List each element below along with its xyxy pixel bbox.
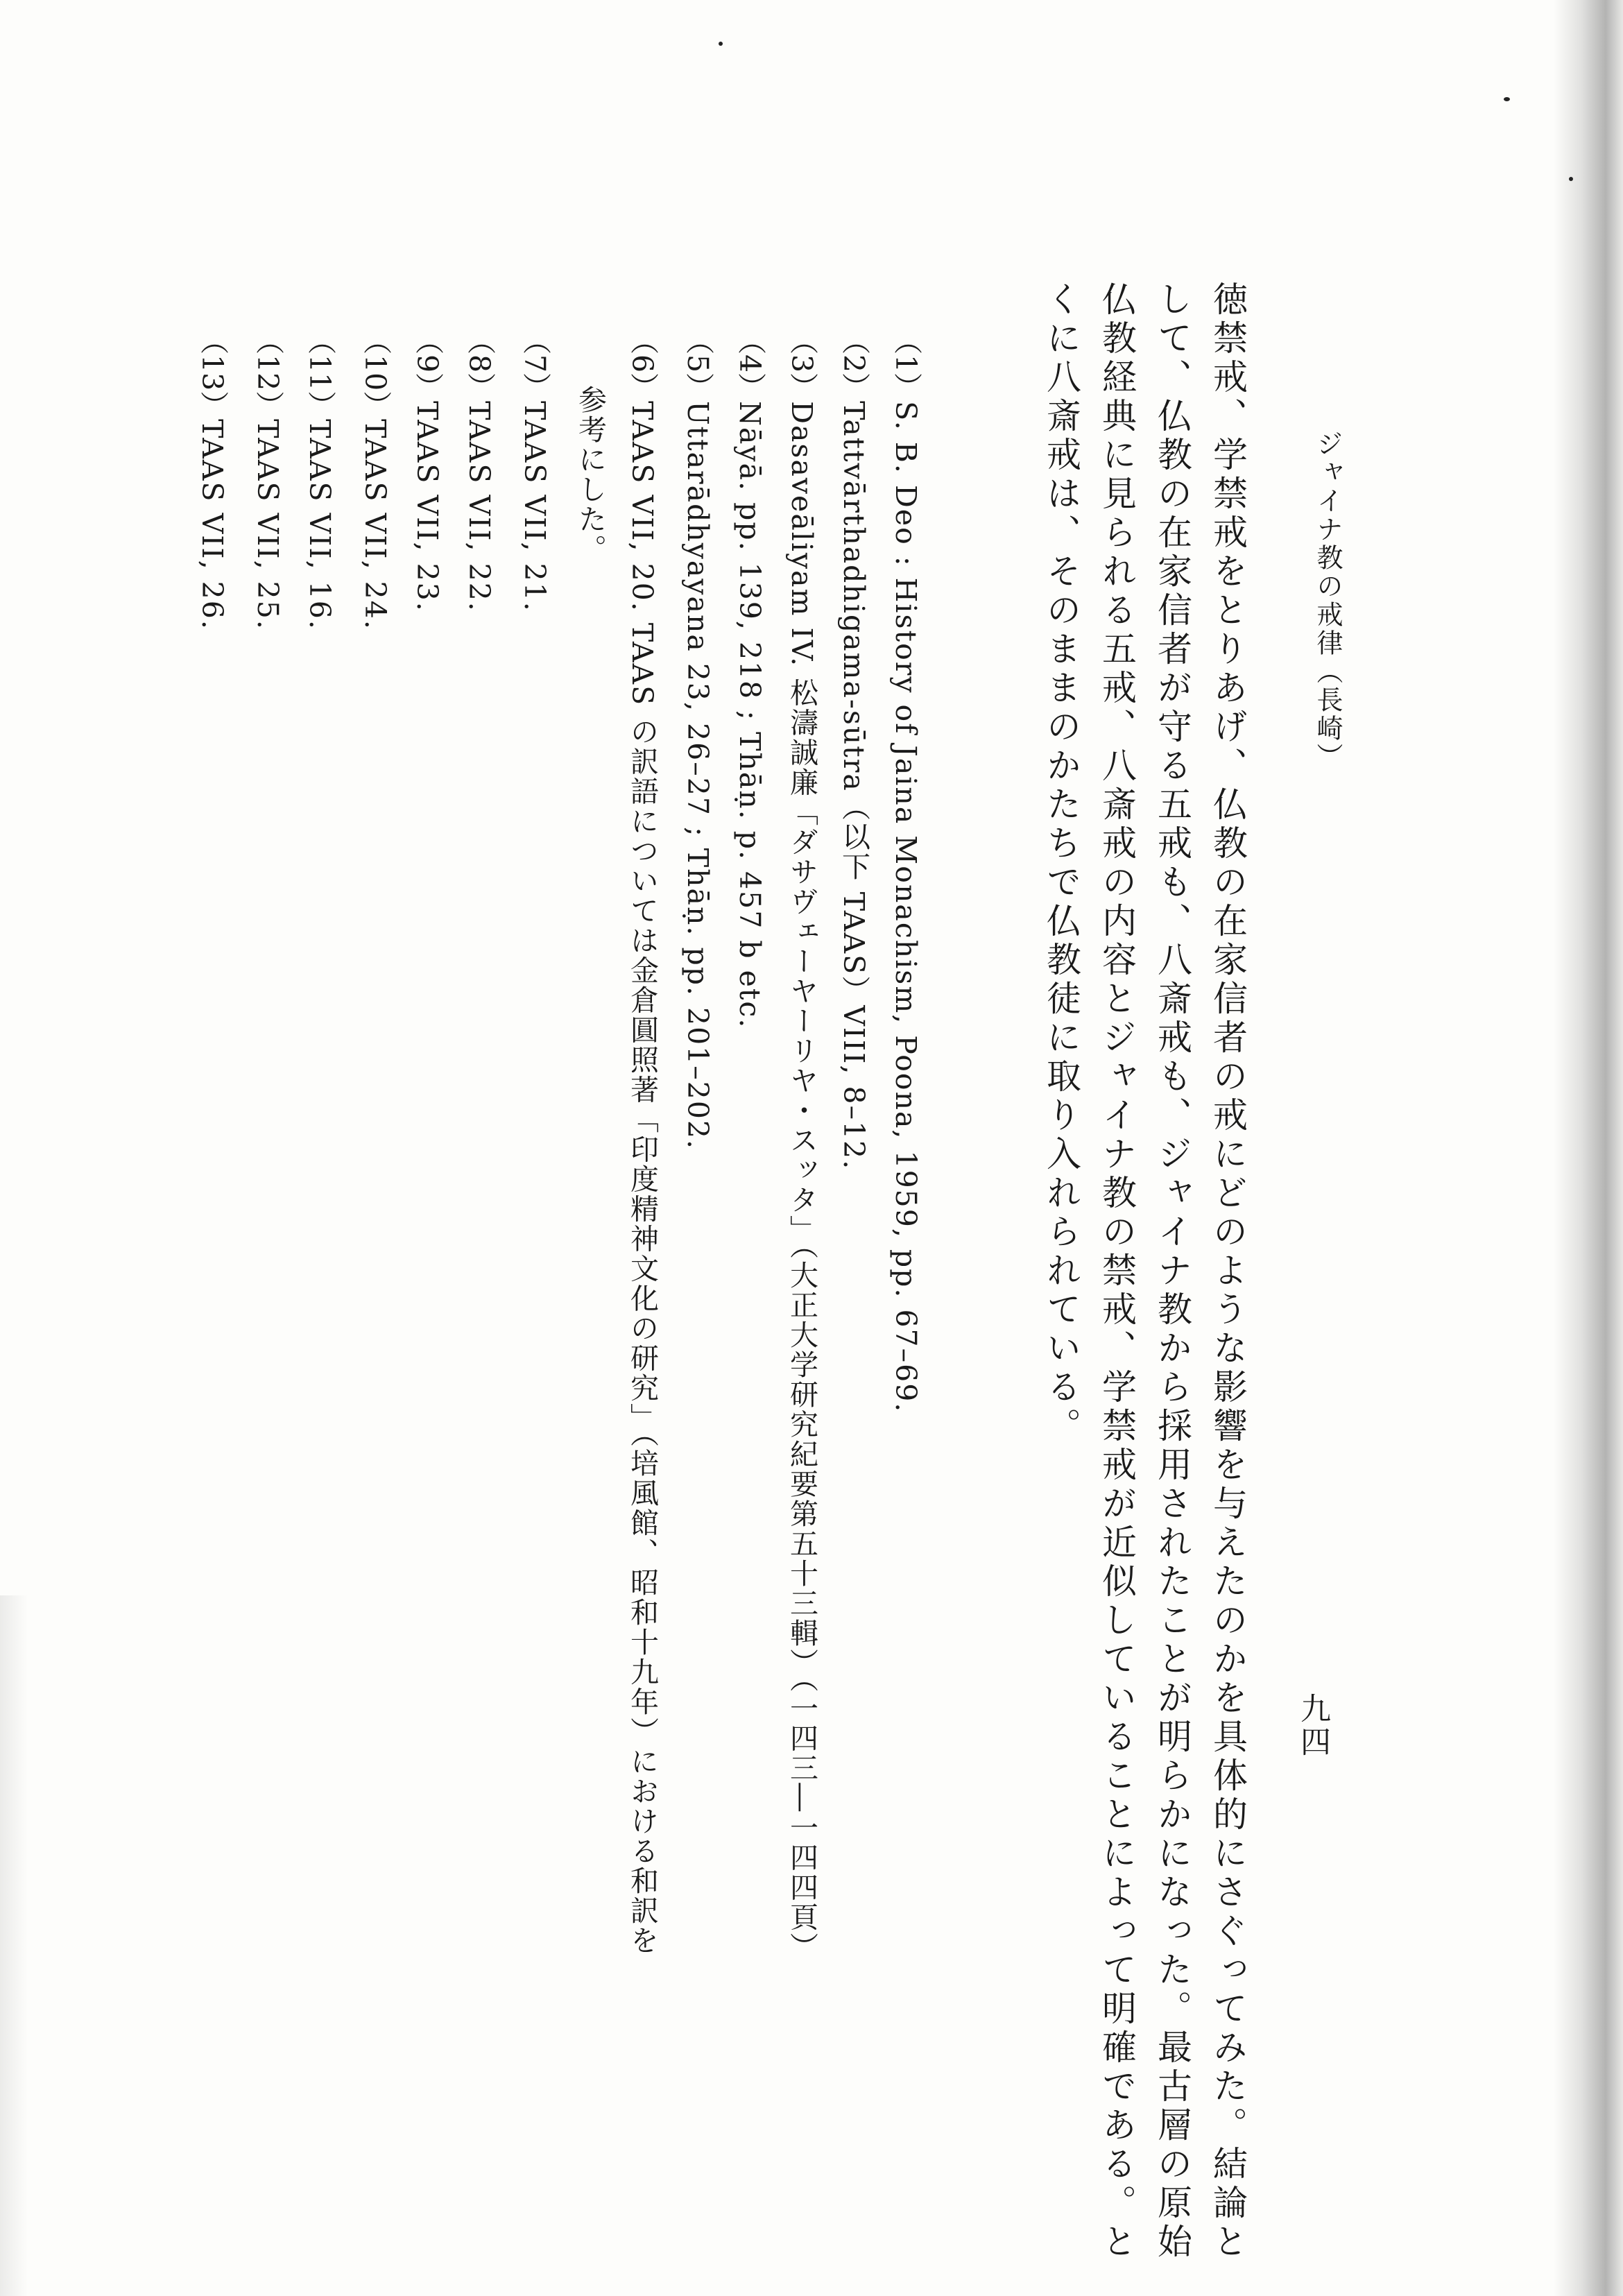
note-text: Dasaveāliyam IV. 松濤誠廉「ダサヴェーヤーリヤ・スッタ」（大正大学研究紀要第五十三輯）（一四三―一四四頁） <box>785 401 818 1962</box>
note-2 <box>839 326 868 1170</box>
scan-shadow-right <box>1554 0 1623 2296</box>
note-number: （1） <box>889 326 922 402</box>
note-text: TAAS VII, 26. <box>196 419 229 631</box>
note-number: （9） <box>411 326 444 402</box>
note-6-continuation: 参考にした。 <box>574 385 607 564</box>
note-number: （3） <box>785 326 818 402</box>
note-text: Nāyā. pp. 139, 218 ; Thāṇ. p. 457 b etc. <box>733 401 766 1029</box>
note-1 <box>891 326 920 1413</box>
body-line-3: 仏教経典に見られる五戒、八斎戒の内容とジャイナ教の禁戒、学禁戒が近似していることによって明確である。と <box>1097 281 1137 2262</box>
note-text: TAAS VII, 16. <box>303 419 336 631</box>
note-7 <box>520 326 549 612</box>
note-number: （6） <box>626 326 659 402</box>
scan-speck <box>719 42 723 46</box>
note-8 <box>463 326 496 612</box>
note-text: TAAS VII, 21. <box>518 401 551 612</box>
note-text: TAAS VII, 23. <box>411 401 444 612</box>
note-number: （11） <box>303 326 336 420</box>
note-number: （7） <box>518 326 551 402</box>
note-number: （12） <box>251 326 284 420</box>
scan-shadow-left <box>0 1595 28 2296</box>
note-text: TAAS VII, 20. TAAS の訳語については金倉圓照著「印度精神文化の研究」（培風館、昭和十九年）における和訳を <box>626 401 659 1955</box>
running-title: ジャイナ教の戒律（長崎） <box>1312 430 1343 771</box>
scan-speck <box>1569 177 1573 181</box>
note-9 <box>411 326 444 612</box>
note-number: （13） <box>196 326 229 420</box>
note-number: （4） <box>733 326 766 402</box>
note-3 <box>787 326 816 1962</box>
body-line-2: して、仏教の在家信者が守る五戒も、八斎戒も、ジャイナ教から採用されたことが明らかになった。最古層の原始 <box>1152 281 1192 2262</box>
note-number: （10） <box>359 326 392 420</box>
note-6 <box>626 326 659 1955</box>
scan-speck <box>1504 97 1510 101</box>
note-text: Uttarādhyayana 23, 26–27 ; Thāṇ. pp. 201–202. <box>681 401 714 1151</box>
note-number: （8） <box>463 326 496 402</box>
note-text: Tattvārthadhigama-sūtra（以下 TAAS）VIII, 8–12. <box>837 401 870 1171</box>
note-text: TAAS VII, 25. <box>251 419 284 631</box>
page-number: 九四 <box>1295 1693 1330 1759</box>
note-4 <box>735 326 764 1029</box>
note-text: TAAS VII, 24. <box>359 419 392 631</box>
note-text: TAAS VII, 22. <box>463 401 496 612</box>
note-5 <box>683 326 712 1150</box>
note-12 <box>253 326 282 631</box>
note-11 <box>305 326 334 631</box>
note-13 <box>196 326 229 631</box>
note-number: （5） <box>681 326 714 402</box>
body-line-4: くに八斎戒は、そのままのかたちで仏教徒に取り入れられている。 <box>1041 281 1081 1446</box>
body-line-1: 徳禁戒、学禁戒をとりあげ、仏教の在家信者の戒にどのような影響を与えたのかを具体的にさぐってみた。結論と <box>1208 281 1248 2262</box>
note-number: （2） <box>837 326 870 402</box>
note-10 <box>359 326 392 631</box>
note-text: S. B. Deo : History of Jaina Monachism, Poona, 1959, pp. 67–69. <box>889 401 922 1414</box>
